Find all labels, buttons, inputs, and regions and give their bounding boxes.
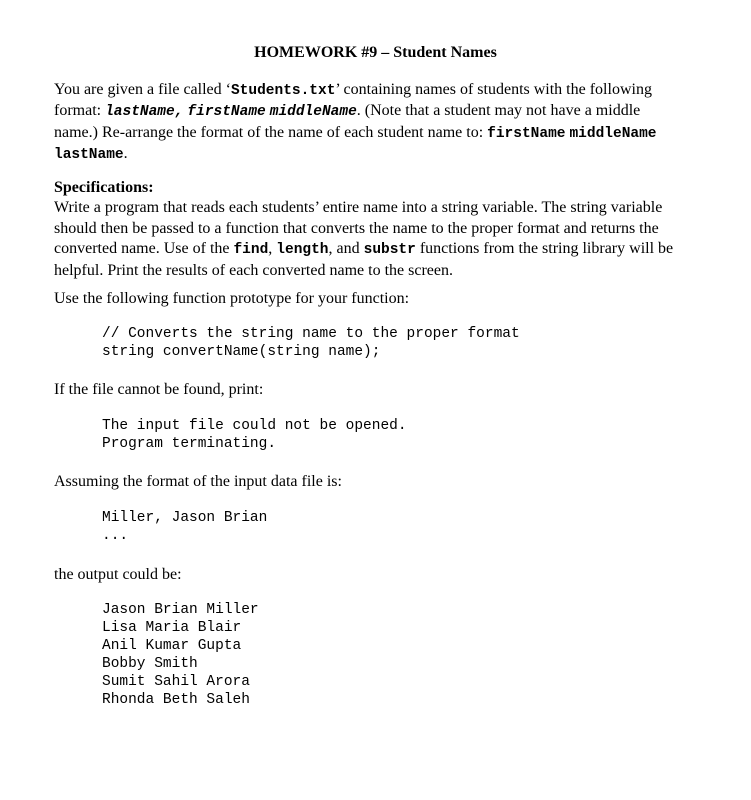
prototype-intro: Use the following function prototype for your function: (54, 290, 410, 307)
substr-function: substr (363, 242, 416, 259)
intro-text-3: . (Note that a student may not have a middle name.) Re-arrange the format of the name of each student name to: (54, 102, 641, 141)
format-middle: middleName (269, 104, 357, 121)
intro-text-2: ’ containing names of students with the following format: (54, 81, 652, 120)
output-intro: the output could be: (54, 566, 182, 583)
new-first: firstName (487, 125, 566, 142)
file-error-intro: If the file cannot be found, print: (54, 381, 264, 398)
specs-text-3: , and (328, 240, 364, 258)
intro-text-4: . (123, 145, 128, 163)
specs-text-1: Write a program that reads each students’ entire name into a string variable. The string variable should then be passed to a function that converts the name to the proper format and returns the converted name. Use of the (54, 199, 663, 258)
page-title: HOMEWORK #9 – Student Names (254, 44, 497, 61)
file-error-code: The input file could not be opened. Program terminating. (102, 418, 407, 452)
intro-text-1: You are given a file called ‘ (54, 81, 231, 98)
specifications-heading: Specifications: (54, 179, 154, 196)
new-middle: middleName (569, 125, 657, 142)
format-last: lastName, (105, 104, 184, 121)
input-intro: Assuming the format of the input data file is: (54, 473, 342, 490)
new-last: lastName (54, 147, 124, 164)
specs-text-2: , (268, 240, 277, 258)
prototype-code: // Converts the string name to the proper format string convertName(string name); (102, 326, 520, 360)
specifications-paragraph (54, 178, 684, 281)
length-function: length (276, 242, 329, 259)
filename: Students.txt (230, 83, 336, 99)
output-code: Jason Brian Miller Lisa Maria Blair Anil Kumar Gupta Bobby Smith Sumit Sahil Arora Rhonda Beth Saleh (102, 602, 259, 708)
format-first: firstName (187, 104, 266, 121)
input-code: Miller, Jason Brian ... (102, 510, 268, 544)
specs-text-4: functions from the string library will be helpful. Print the results of each converted name to the screen. (54, 240, 674, 279)
find-function: find (233, 242, 269, 259)
intro-paragraph (54, 80, 684, 166)
